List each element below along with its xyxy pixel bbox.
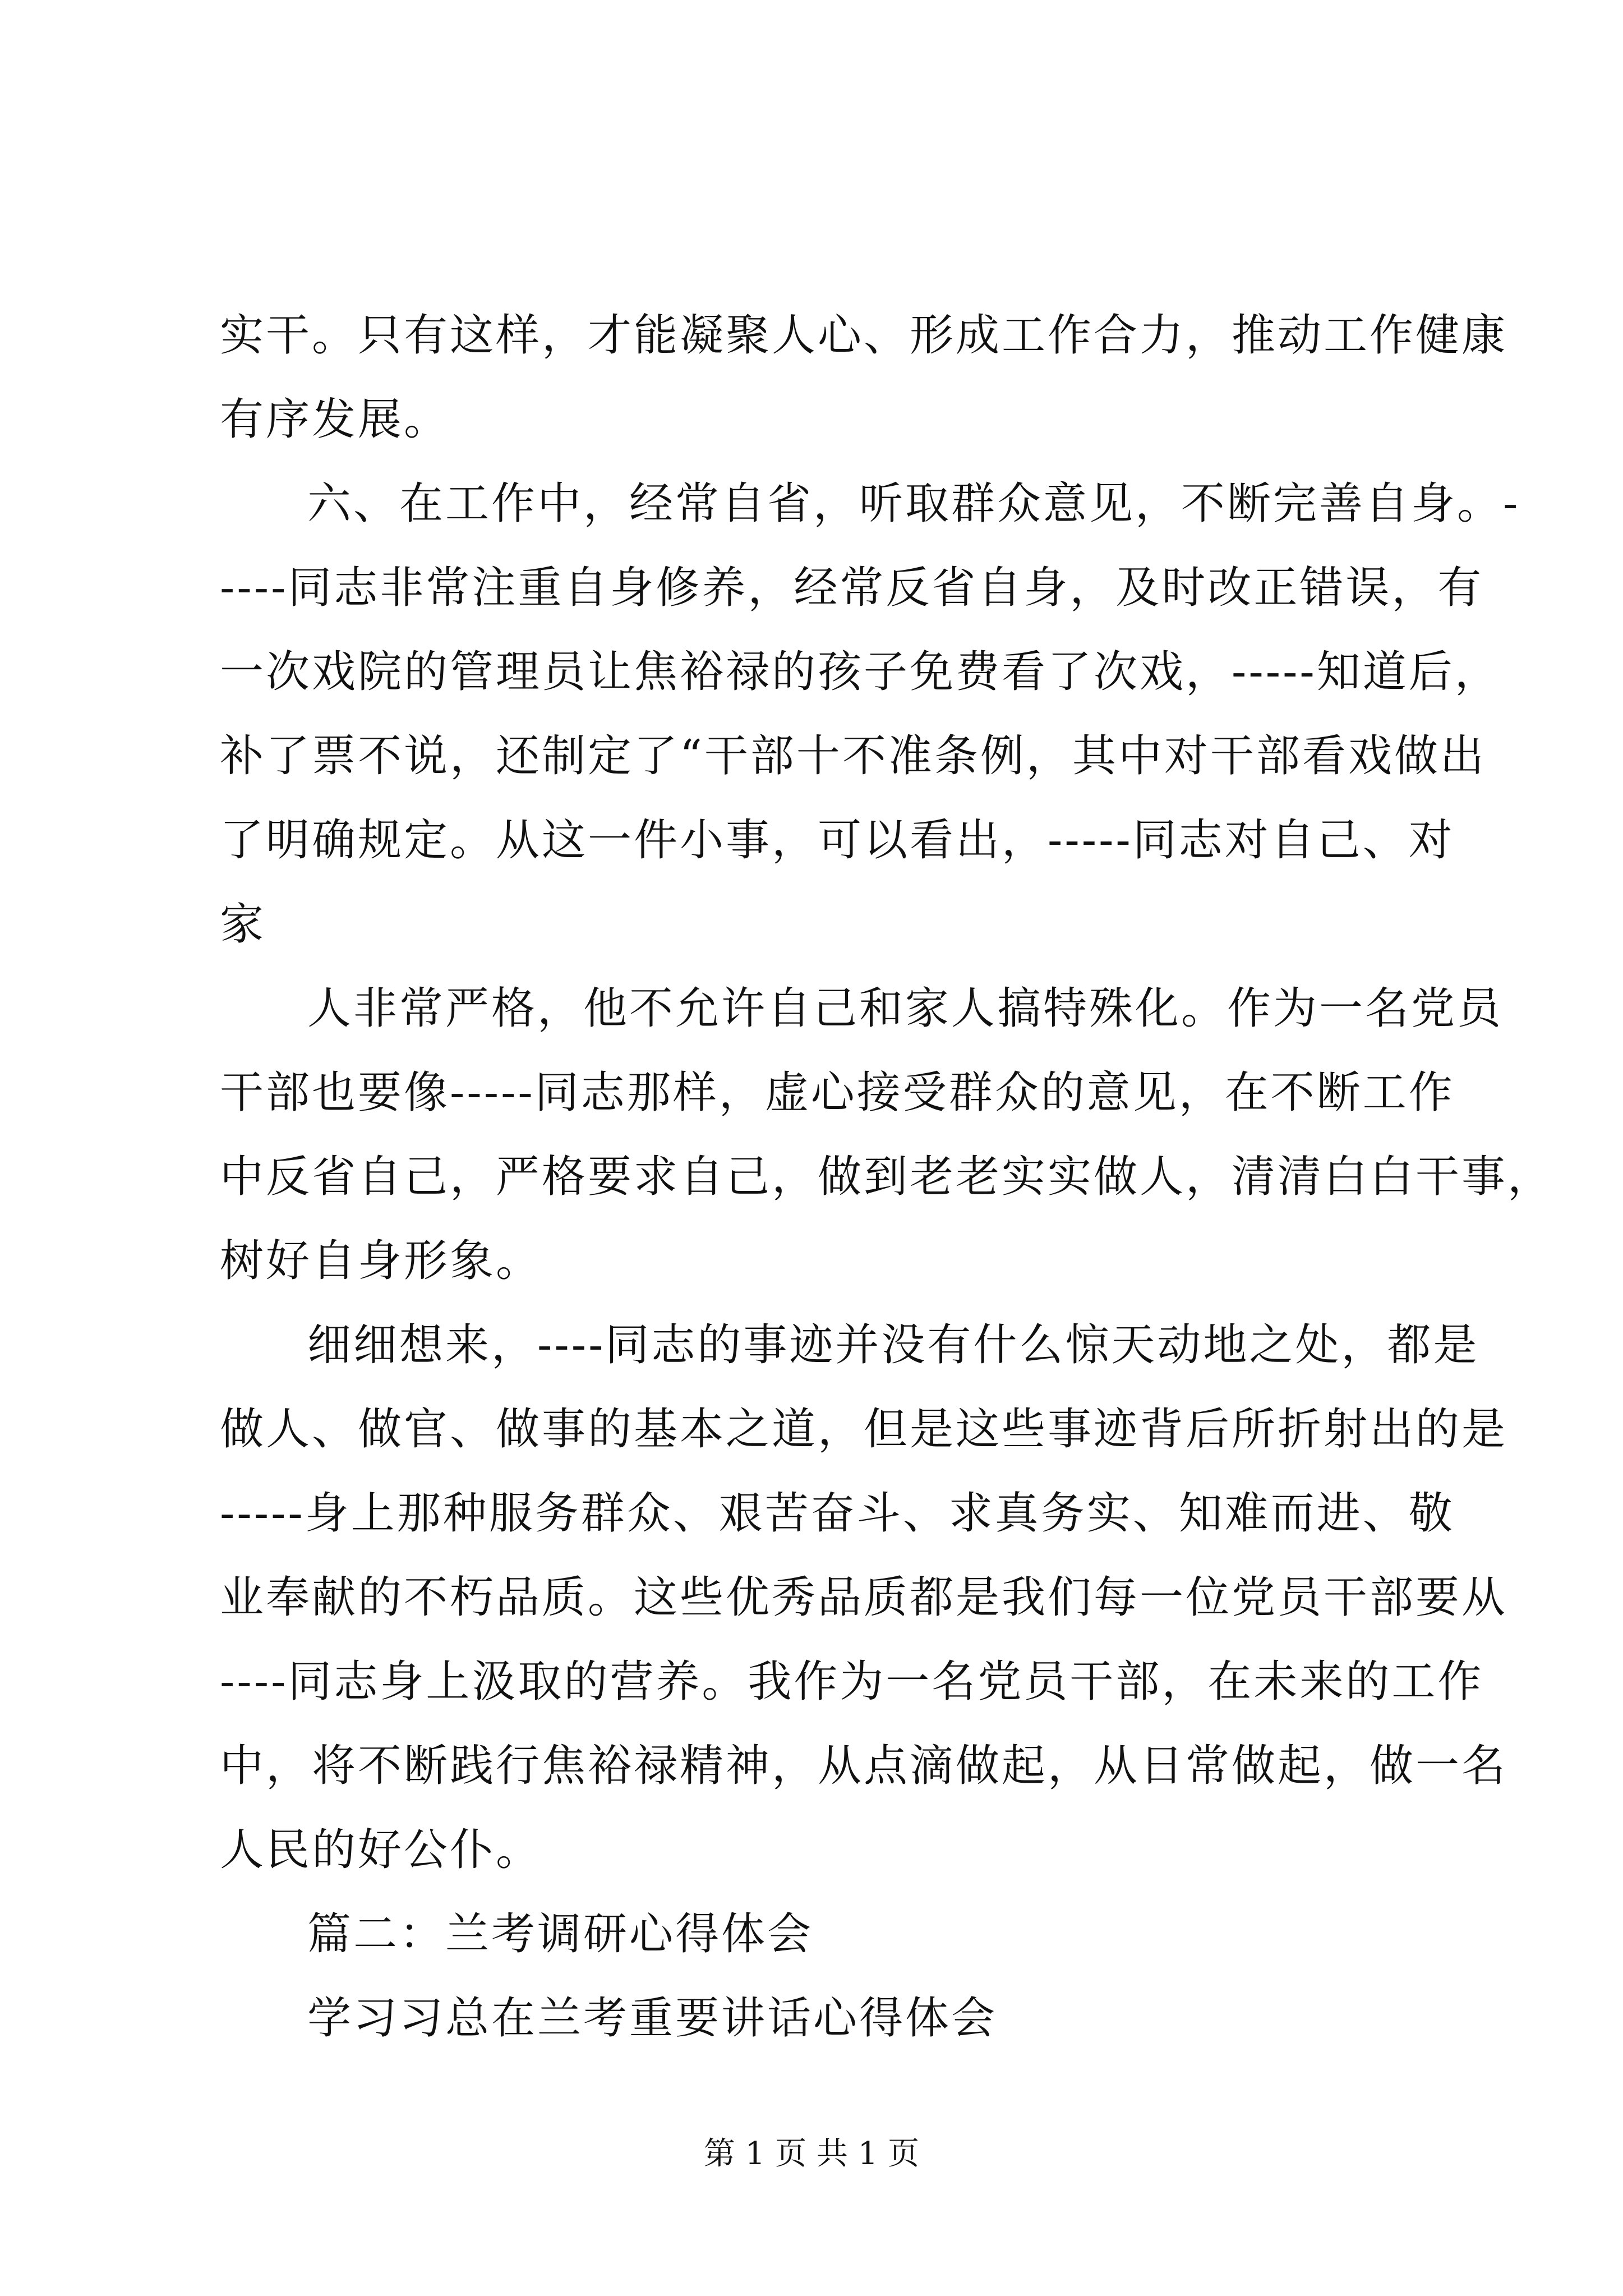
text-line: -----身上那种服务群众、艰苦奋斗、求真务实、知难而进、敬 [220,1488,1455,1539]
section-heading: 篇二：兰考调研心得体会 [307,1909,814,1959]
paragraph-start-line: 细细想来，----同志的事迹并没有什么惊天动地之处，都是 [307,1320,1479,1370]
text-line: 家 [220,899,266,950]
page-footer: 第 1 页 共 1 页 [703,2136,920,2172]
text-line: 实干。只有这样，才能凝聚人心、形成工作合力，推动工作健康 [220,310,1508,361]
text-line: 中反省自己，严格要求自己，做到老老实实做人，清清白白干事， [220,1152,1554,1202]
article-title: 学习习总在兰考重要讲话心得体会 [307,1993,998,2044]
text-line: 补了票不说，还制定了“干部十不准条例，其中对干部看戏做出 [220,731,1486,781]
text-line: 业奉献的不朽品质。这些优秀品质都是我们每一位党员干部要从 [220,1572,1508,1623]
text-line: ----同志非常注重自身修养，经常反省自身，及时改正错误，有 [220,563,1484,613]
text-line: 树好自身形象。 [220,1236,542,1286]
paragraph-start-line: 人非常严格，他不允许自己和家人搞特殊化。作为一名党员 [307,983,1504,1034]
text-line: 干部也要像-----同志那样，虚心接受群众的意见，在不断工作 [220,1068,1455,1118]
text-line: 中，将不断践行焦裕禄精神，从点滴做起，从日常做起，做一名 [220,1741,1508,1791]
text-line: 做人、做官、做事的基本之道，但是这些事迹背后所折射出的是 [220,1404,1508,1455]
text-line: 有序发展。 [220,394,450,445]
text-line: 人民的好公仆。 [220,1825,542,1875]
text-line: ----同志身上汲取的营养。我作为一名党员干部，在未来的工作 [220,1657,1484,1707]
text-line: 一次戏院的管理员让焦裕禄的孩子免费看了次戏，-----知道后， [220,647,1501,697]
text-line: 了明确规定。从这一件小事，可以看出，-----同志对自己、对 [220,815,1455,866]
paragraph-start-line: 六、在工作中，经常自省，听取群众意见，不断完善自身。- [307,478,1520,529]
